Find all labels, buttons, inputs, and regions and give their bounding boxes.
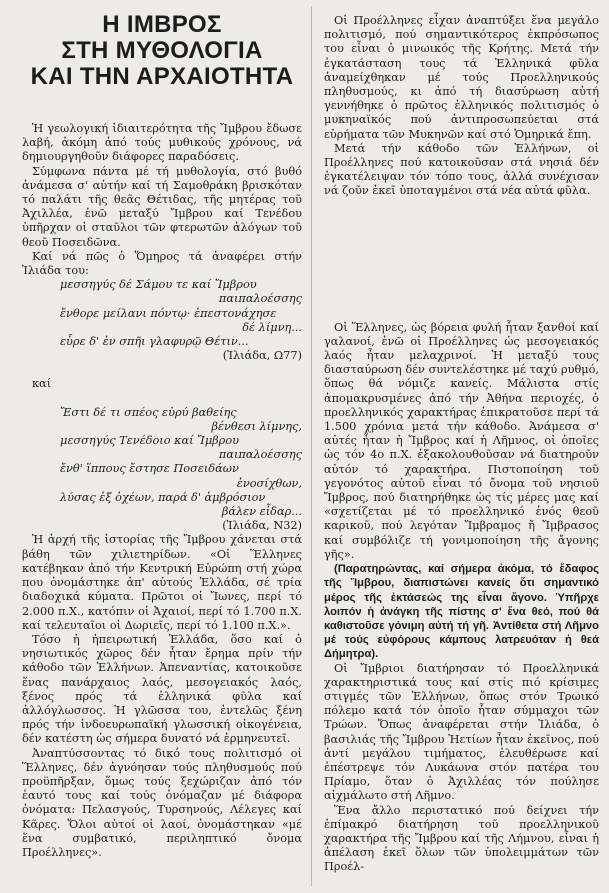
verse-line: Ἔστι δέ τι σπέος εὐρύ βαθείης [60,405,237,419]
verse-line: παιπαλοέσσης [218,292,302,306]
verse-line: βένθεσι λίμνης, [211,419,302,433]
paragraph-pre-hellenic-people: Τόσο ἡ ἠπειρωτική Ἑλλάδα, ὅσο καί ὁ νησιωτικός χῶρος δέν ἦταν ἔρημα πρίν τήν κάθοδο τῶν Ἑλλήνων. Ἀπεναντίας, κατοικοῦσε ἕνας πανάρχαιος λαός, μεσογειακός λαός, ξένος πρός τά ἑλληνικά φῦλα καί ἀλλόγλωσσος. Ἡ γλῶσσα του, ἐντελῶς ξένη πρός τήν ἰνδοευρωπαϊκή γλωσσική οἰκογένεια, δέν κατέστη ὡς σήμερα δυνατό νά ἑρμηνευτεῖ. [22,632,302,746]
verse-line: ἔνθορε μείλανι πόντῳ· ἐπεστονάχησε [60,306,277,320]
homer-verse-1 [22,278,302,349]
paragraph-after-descent: Μετά τήν κάθοδο τῶν Ἑλλήνων, οἱ Προέλληνες πού κατοικοῦσαν στά νησιά δέν ἐγκατέλειψαν τόν τόπο τους, ἀλλά συνέχισαν νά ζοῦν ἐκεῖ ὑποταγμένοι στά νέα αὐτά φῦλα. [324,141,599,198]
homer-verse-2 [22,406,302,520]
verse-line: βάλεν εἶδαρ... [221,505,302,519]
paragraph-pre-hellenes-names: Ἀναπτύσσοντας τό δικό τους πολιτισμό οἱ Ἕλληνες, δέν ἀγνόησαν τούς πληθυσμούς πού προϋπῆρξαν, ὅμως τούς ξεχώριζαν ἀπό τόν ἑαυτό τους καί τούς ὀνόμαζαν μέ διάφορα ὀνόματα: Πελασγούς, Τυρσηνούς, Λέλεγες καί Κᾶρες. Ὅλοι αὐτοί οἱ λαοί, ὀνομάστηκαν «μέ ἕνα συμβατικό, περιληπτικό ὄνομα Προέλληνες». [22,746,302,859]
bold-observation-block: (Παρατηρώντας, καί σήμερα ἀκόμα, τό ἔδαφος τῆς Ἴμβρου, διαπιστώνει κανείς ὅτι σημαντικό μέρος τῆς ἐκτάσεώς της εἶναι ἄγονο. Ὑπῆρχε λοιπόν ἡ ἀνάγκη τῆς πίστης σ' ἕνα θεό, πού θά καθιστοῦσε γόνιμη αὐτή τή γῆ. Ἀντίθετα στή Λῆμνο μέ τούς εὐφόρους κάμπους λατρευόταν ἡ θεά Δήμητρα). [324,563,599,661]
article-title [22,12,302,90]
paragraph-minoan-civilization: Οἱ Προέλληνες εἶχαν ἀναπτύξει ἕνα μεγάλο πολιτισμό, πού σημαντικότερος ἐκπρόσωπος του εἶναι ὁ μινωικός τῆς Κρήτης. Μετά τήν ἐγκατάσταση τους τά Ἑλληνικά φῦλα ἀναμείχθηκαν μέ τούς Προελληνικούς πληθυσμούς, κι ἀπό τή διασύρωση αὐτή γεννήθηκε ὁ πρῶτος ἑλληνικός πολιτισμός ὁ μυκηναϊκός πού ἀντιπροσωπεύεται στά εὑρήματα τῶν Μυκηνῶν καί στό Ὁμηρικά ἔπη. [324,14,599,141]
verse-line: μεσσηγύς δέ Σάμου τε καί Ἴμβρου [60,278,257,292]
verse-line: μεσσηγύς Τενέδοιο καί Ἴμβρου [60,434,239,448]
verse-line: παιπαλοέσσης [218,448,302,462]
paragraph-mythology: Σύμφωνα πάντα μέ τή μυθολογία, στό βυθό ἀνάμεσα σ' αὐτήν καί τή Σαμοθράκη βρισκόταν τό παλάτι τῆς θεᾶς Θέτιδας, τῆς μητέρας τοῦ Ἀχιλλέα, ἐνῶ μεταξύ Ἴμβρου καί Τενέδου ὑπῆρχαν οἱ σταῦλοι τῶν φτερωτῶν ἀλόγων τοῦ θεοῦ Ποσειδῶνα. [22,164,302,249]
left-column [22,0,302,860]
right-column [324,0,599,875]
paragraph-trojan-war: Οἱ Ἴμβριοι διατήρησαν τό Προελληνικά χαρακτηριστικά τους καί στίς πιό κρίσιμες στιγμές τῶν Ἑλλήνων, ὅπως στόν Τρωικό πόλεμο κατά τόν ὁποῖο ἦταν σύμμαχοι τῶν Τρώων. Ὅπως ἀναφέρεται στήν Ἰλιάδα, ὁ βασιλιάς τῆς Ἴμβρου Ἠετίων ἦταν ἐκεῖνος, πού ἀντί μεγάλου τιμήματος, ἐλευθέρωσε καί ἐπέστρεψε τόν Λυκάωνα στόν πατέρα του Πρίαμο, ὅταν ὁ Ἀχιλλέας τόν πούλησε αἰχμάλωτο στή Λῆμνο. [324,661,599,803]
title-line-3: ΚΑΙ ΤΗΝ ΑΡΧΑΙΟΤΗΤΑ [30,63,294,90]
paragraph-another-incident: Ἕνα ἄλλο περιστατικό πού δείχνει τήν ἐπίμακρό διατήρηση τοῦ προελληνικοῦ χαρακτήρα τῆς Ἴμβρου καί τῆς Λήμνου, εἶναι ἡ ἀπέλαση ἐκεῖ ὅλων τῶν ὑπολειμμάτων τῶν Προέλ- [324,803,599,874]
paragraph-homer-intro: Καί νά πῶς ὁ Ὅμηρος τά ἀναφέρει στήν Ἰλιάδα του: [22,249,302,278]
paragraph-history-start: Ἡ ἀρχή τῆς ἱστορίας τῆς Ἴμβρου χάνεται στά βάθη τῶν χιλιετηρίδων. «Οἱ Ἕλληνες κατέβηκαν ἀπό τήν Κεντρική Εὐρώπη στή χώρα που ὀνομάστηκε ἀπ' αὐτούς Ἑλλάδα, σέ τρία διαδοχικά κύματα. Πρῶτοι οἱ Ἴωνες, περί τό 2.000 π.Χ., κατόπιν οἱ Ἀχαιοί, περί τό 1.700 π.Χ. καί τελευταῖοι οἱ Δωριεῖς, περί τό 1.100 π.Χ.». [22,533,302,632]
verse-line: ἔνθ' ἵππους ἔστησε Ποσειδάων [60,462,239,476]
paragraph-imvros-name-origin: Οἱ Ἕλληνες, ὡς βόρεια φυλή ἦταν ξανθοί καί γαλανοί, ἐνῶ οἱ Προέλληνες ὡς μεσογειακός λαός ἦταν μελαχρινοί. Ἡ μεταξύ τους διασταύρωση δέν συντελέστηκε μέ ταχύ ρυθμό, ὅπως θά νόμιζε κανείς. Μάλιστα στίς ἀπομακρυσμένες ἀπό τήν Ἀθήνα περιοχές, ὁ προελληνικός χαρακτήρας ἐπικρατοῦσε περί τά 1.500 χρόνια μετά τήν κάθοδο. Ἀνάμεσα σ' αὐτές ἦταν ἡ Ἴμβρος καί ἡ Λῆμνος, οἱ ὁποῖες ὡς τόν 4ο π.Χ. ἐξακολουθοῦσαν νά διατηροῦν αὐτόν τό χαρακτήρα. Πιστοποίηση τοῦ γεγονότος αὐτοῦ εἶναι τό ὄνομα τοῦ νησιοῦ Ἴμβρος, πού διατηρήθηκε ὡς τίς μέρες μας καί «σχετίζεται μέ τό προελληνικό ἑνός θεοῦ καρικοῦ, πού λεγόταν Ἴμβραμος ἤ Ἴμβρασος καί συμβόλιζε τή γονιμοποίηση τῆς ἄγονης γῆς». [324,320,599,561]
citation-iliad-2: (Ἰλιάδα, Ν32) [222,519,302,533]
paragraph-geology: Ἡ γεωλογική ἰδιαιτερότητα τῆς Ἴμβρου ἔδωσε λαβή, ἀκόμη ἀπό τούς μυθικούς χρόνους, νά δημιουργηθοῦν διάφορες παραδόσεις. [22,122,302,164]
conjunction-kai: καί [32,377,52,391]
column-divider [311,6,312,886]
title-line-2: ΣΤΗ ΜΥΘΟΛΟΓΙΑ [61,37,263,64]
verse-line: δέ λίμνη... [242,320,302,334]
verse-line: λύσας ἐξ ὀχέων, παρά δ' ἀμβρόσιον [60,490,266,504]
citation-iliad-1: (Ἰλιάδα, Ω77) [222,349,302,363]
verse-line: ἐνοσίχθων, [236,476,302,490]
verse-line: εὗρε δ' ἐν σπῆι γλαφυρῷ Θέτιν... [60,335,249,349]
title-line-1: Η ΙΜΒΡΟΣ [102,11,222,38]
